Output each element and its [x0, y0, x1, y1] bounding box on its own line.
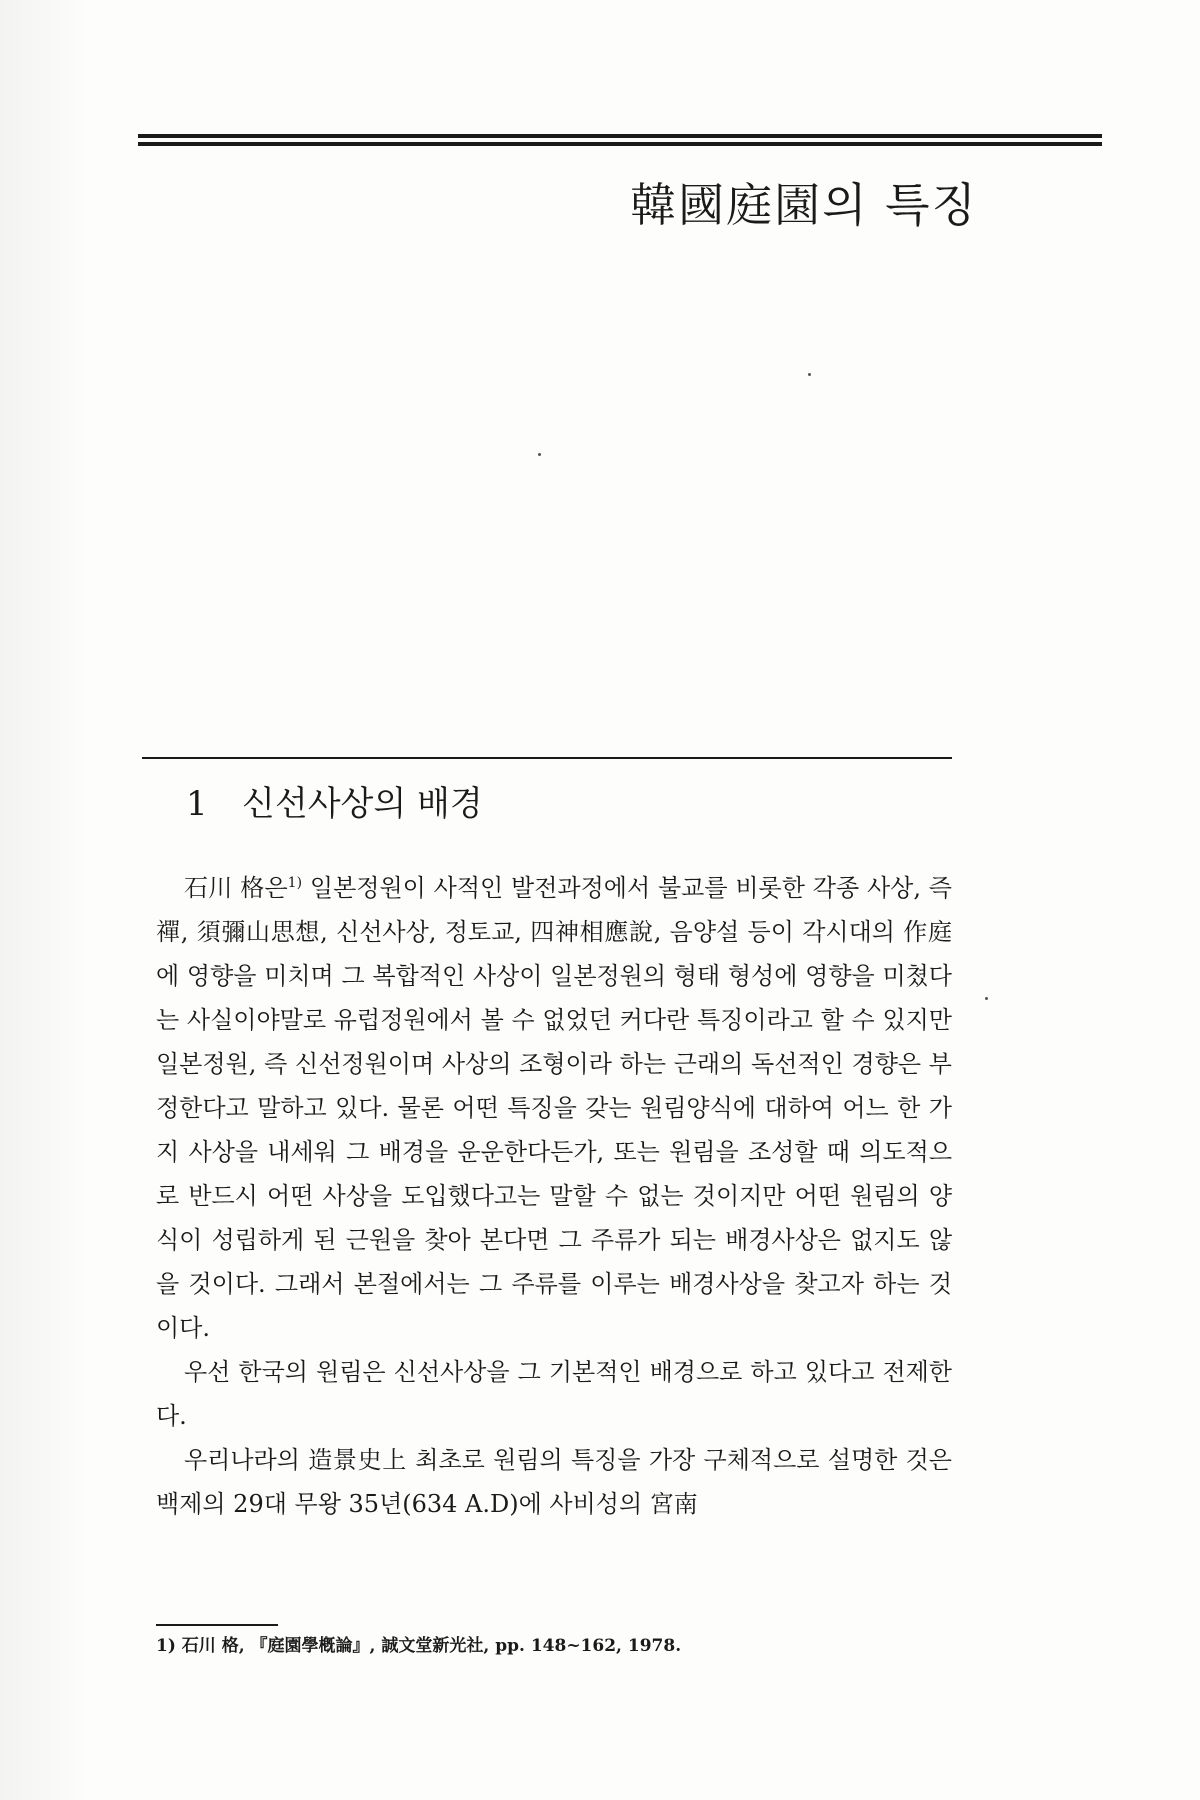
section-heading [186, 782, 483, 826]
paragraph-lead: 石川 格은 [184, 874, 288, 902]
top-double-rule [138, 134, 1102, 146]
paragraph [156, 1438, 952, 1526]
footnote-rule [156, 1624, 278, 1626]
section-rule [142, 757, 952, 759]
paragraph-text: 우선 한국의 원림은 신선사상을 그 기본적인 배경으로 하고 있다고 전제한다. [156, 1358, 952, 1430]
paragraph [156, 1350, 952, 1438]
page-edge-shadow [0, 0, 90, 1800]
chapter-title: 韓國庭園의 특징 [630, 178, 978, 232]
scan-speck [808, 373, 811, 376]
paragraph-text: 일본정원이 사적인 발전과정에서 불교를 비롯한 각종 사상, 즉 禪, 須彌山思想, 신선사상, 정토교, 四神相應說, 음양설 등이 각시대의 作庭에 영향을 미치며 그 복합적인 사상이 일본정원의 형태 형성에 영향을 미쳤다는 사실이야말로 유럽정원에서 볼 수 없었던 커다란 특징이라고 할 수 있지만 일본정원, 즉 신선정원이며 사상의 조형이라 하는 근래의 독선적인 경향은 부정한다고 말하고 있다. 물론 어떤 특징을 갖는 원림양식에 대하여 어느 한 가지 사상을 내세워 그 배경을 운운한다든가, 또는 원림을 조성할 때 의도적으로 반드시 어떤 사상을 도입했다고는 말할 수 없는 것이지만 어떤 원림의 양식이 성립하게 된 근원을 찾아 본다면 그 주류가 되는 배경사상은 없지도 않을 것이다. 그래서 본절에서는 그 주류를 이루는 배경사상을 찾고자 하는 것이다. [156, 874, 952, 1342]
section-number: 1 [186, 784, 208, 824]
scan-speck [538, 453, 541, 456]
body-text [156, 866, 952, 1526]
scan-speck [985, 997, 988, 1000]
footnote-reference[interactable]: 1) [287, 875, 303, 891]
paragraph-text: 우리나라의 造景史上 최초로 원림의 특징을 가장 구체적으로 설명한 것은 백제의 29대 무왕 35년(634 A.D)에 사비성의 宮南 [156, 1446, 952, 1518]
paragraph [156, 866, 952, 1350]
footnote: 1) 石川 格, 『庭園學槪論』, 誠文堂新光社, pp. 148~162, 1978. [156, 1636, 682, 1656]
section-title: 신선사상의 배경 [242, 784, 483, 824]
